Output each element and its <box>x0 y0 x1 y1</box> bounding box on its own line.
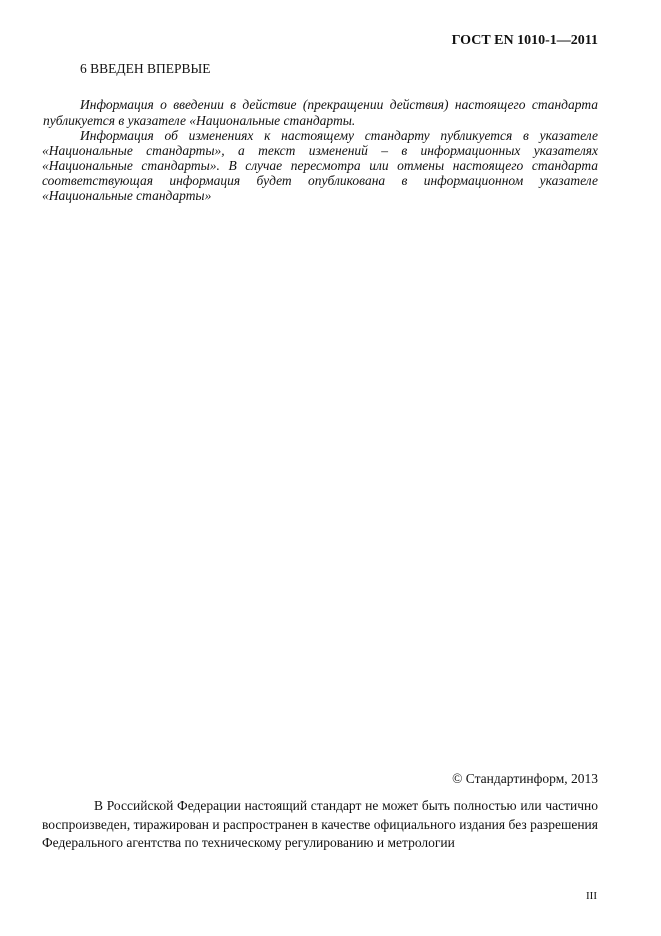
section-title: 6 ВВЕДЕН ВПЕРВЫЕ <box>80 61 211 76</box>
notice-line: Федерального агентства по техническому регулированию и метрологии <box>42 835 455 850</box>
info-line: Информация о введении в действие (прекращении действия) настоящего стандарта <box>80 97 598 112</box>
info-line: «Национальные стандарты», а текст изменений – в информационных указателях <box>42 143 598 158</box>
notice-line: воспроизведен, тиражирован и распространен в качестве официального издания без разрешения <box>42 817 598 832</box>
info-line: «Национальные стандарты» <box>42 188 212 203</box>
info-line: публикуется в указателе «Национальные стандарты. <box>43 113 356 128</box>
info-line: «Национальные стандарты». В случае пересмотра или отмены настоящего стандарта <box>42 158 598 173</box>
info-line: Информация об изменениях к настоящему стандарту публикуется в указателе <box>80 128 598 143</box>
info-line: соответствующая информация будет опубликована в информационном указателе <box>42 173 598 188</box>
notice-line: В Российской Федерации настоящий стандарт не может быть полностью или частично <box>94 798 598 813</box>
page-number: III <box>586 890 597 902</box>
copyright: © Стандартинформ, 2013 <box>452 771 598 786</box>
document-number-header: ГОСТ EN 1010-1—2011 <box>451 33 598 48</box>
